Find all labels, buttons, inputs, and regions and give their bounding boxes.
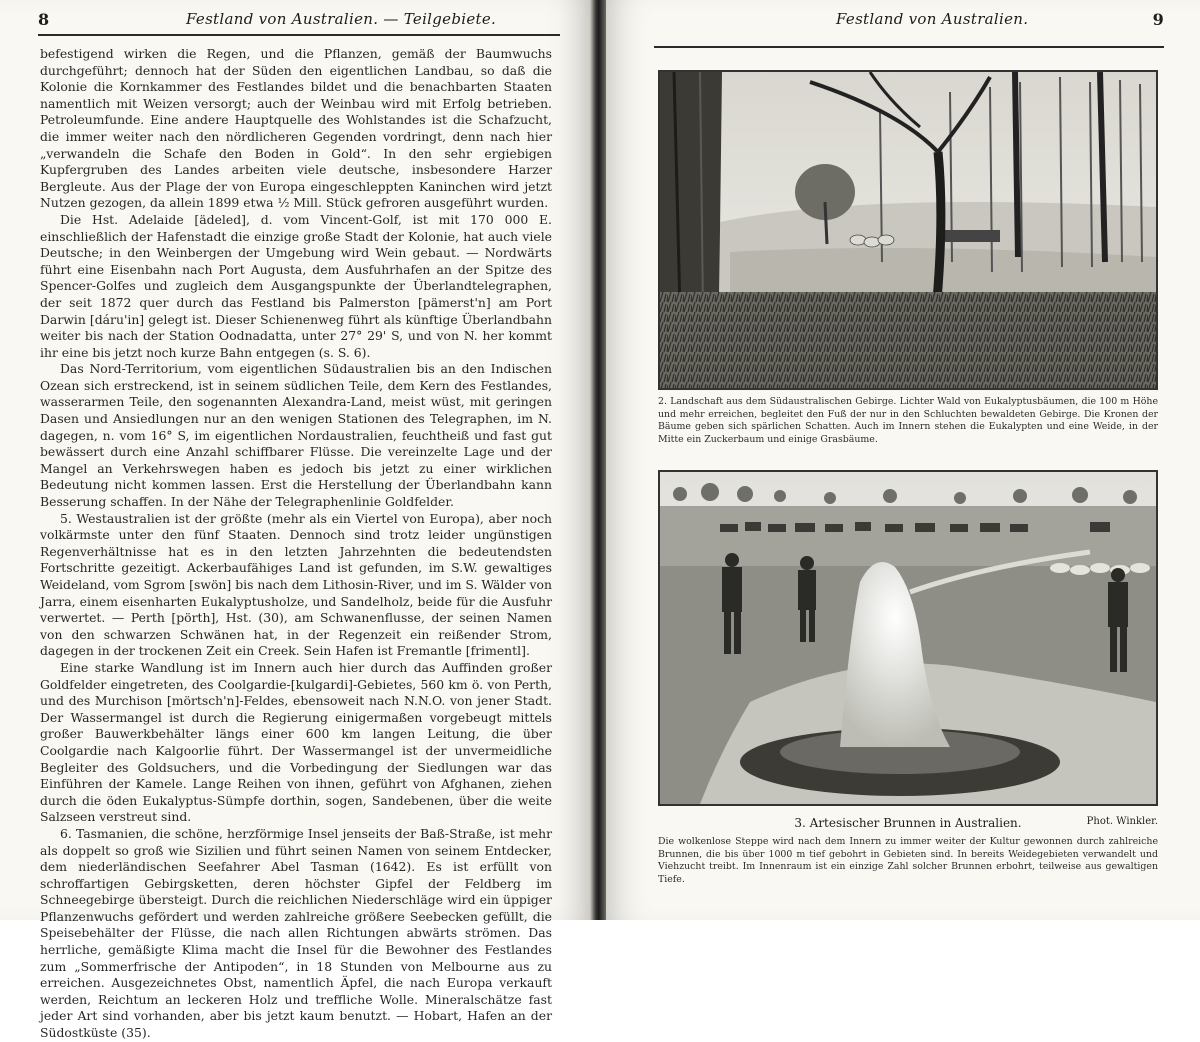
figure-artesian-well-caption: Die wolkenlose Steppe wird nach dem Innern zu immer weiter der Kultur gewonnen durch zahlreiche Brunnen, die bis über 1000 m tief gebohrt in Gebieten sind. In bereits Weidegebieten verwandelt und Viehzucht treibt. Im Innenraum ist ein einzige Zahl solcher Brunnen erbohrt, teilweise aus gewaltigen Tiefe. bbox=[658, 836, 1158, 885]
photo-credit: Phot. Winkler. bbox=[1086, 816, 1158, 827]
left-running-title: Festland von Australien. — Teilgebiete. bbox=[186, 10, 497, 28]
left-header-rule bbox=[38, 34, 560, 36]
figure-artesian-well bbox=[658, 470, 1158, 886]
book-gutter bbox=[590, 0, 606, 920]
paragraph: Das Nord-Territorium, vom eigentlichen Südaustralien bis an den Indischen Ozean sich erstreckend, ist in seinem südlichen Teile, dem Kern des Festlandes, wasserarmen Teile, den sogenannten Alexandra-Land, meist wüst, mit geringen Dasen und Ansiedlungen nur an den wenigen Stationen des Telegraphen, im N. dagegen, n. vom 16° S, im eigentlichen Nordaustralien, feuchtheiß und fast gut bewässert durch eine Anzahl schiffbarer Flüsse. Die vereinzelte Lage und der Mangel an Verkehrswegen haben es jedoch bis jetzt zu einer wirklichen Bedeutung nicht kommen lassen. Erst die Herstellung der Überlandbahn kann Besserung schaffen. In der Nähe der Telegraphenlinie Goldfelder. bbox=[40, 361, 552, 510]
left-page-number: 8 bbox=[38, 10, 50, 29]
right-page-number: 9 bbox=[1152, 10, 1164, 29]
paragraph: Eine starke Wandlung ist im Innern auch hier durch das Auffinden großer Goldfelder eingetreten, des Coolgardie-[kulgardi]-Gebietes, 560 km ö. von Perth, und des Murchison [mörtsch'n]-Feldes, ebensoweit nach N.N.O. von jener Stadt. Der Wassermangel ist durch die Regierung einigermaßen vorgebeugt mittels großer Bauwerkbehälter längs einer 600 km langen Leitung, die über Coolgardie nach Kalgoorlie führt. Der Wassermangel ist der unvermeidliche Begleiter des Goldsuchers, und die Vorbedingung der Siedlungen war das Einführen der Kamele. Lange Reihen von ihnen, geführt von Afghanen, ziehen durch die öden Eukalyptus-Sümpfe dorthin, sogen, Sandebenen, über die weite Salzseen verstreut sind. bbox=[40, 659, 552, 825]
paragraph: befestigend wirken die Regen, und die Pflanzen, gemäß der Baumwuchs durchgeführt; dennoch hat der Süden den eigentlichen Landbau, so daß die Kolonie die Kornkammer des Festlandes bildet und die benachbarten Staaten namentlich mit Weizen versorgt; auch der Weinbau wird mit Erfolg betrieben. Petroleumfunde. Eine andere Hauptquelle des Wohlstandes ist die Schafzucht, die immer weiter nach den nördlicheren Gegenden vordringt, denn nach hier „verwandeln die Schafe den Boden in Gold“. In den sehr ergiebigen Kupfergruben des Landes arbeiten viele deutsche, insbesondere Harzer Bergleute. Aus der Plage der von Europa eingeschleppten Kaninchen wird jetzt Nutzen gezogen, da allein 1899 etwa ½ Mill. Stück gefroren ausgeführt wurden. bbox=[40, 46, 552, 211]
right-header-rule bbox=[654, 46, 1164, 48]
right-page bbox=[606, 0, 1200, 920]
paragraph: Die Hst. Adelaide [ädeled], d. vom Vincent-Golf, ist mit 170 000 E. einschließlich der Hafenstadt die einzige große Stadt der Kolonie, hat auch viele Deutsche; in den Weinbergen der Umgebung wird Wein gebaut. — Nordwärts führt eine Eisenbahn nach Port Augusta, dem Ausfuhrhafen an der Spitze des Spencer-Golfes und zugleich dem Ausgangspunkte der Überlandtelegraphen, der seit 1872 quer durch das Festland bis Palmerston [pämerst'n] am Port Darwin [dáru'in] gelegt ist. Dieser Schienenweg führt als künftige Überlandbahn weiter bis nach der Station Oodnadatta, unter 27° 29' S, und von N. her kommt ihr eine bis jetzt noch kurze Bahn entgegen (s. S. 6). bbox=[40, 211, 552, 360]
figure-landscape-caption: 2. Landschaft aus dem Südaustralischen Gebirge. Lichter Wald von Eukalyptusbäumen, die 100 m Höhe und mehr erreichen, begleitet den Fuß der nur in den Schluchten bewaldeten Gebirge. Die Kronen der Bäume geben sich spärlichen Schatten. Auch im Innern stehen die Eukalypten und eine Weide, in der Mitte ein Zuckerbaum und einige Grasbäume. bbox=[658, 396, 1158, 445]
right-running-title: Festland von Australien. bbox=[836, 10, 1029, 28]
figure-artesian-well-title-row bbox=[658, 816, 1158, 830]
paragraph: 5. Westaustralien ist der größte (mehr als ein Viertel von Europa), aber noch volkärmste unter den fünf Staaten. Dennoch sind trotz leider ungünstigen Regenverhältnisse hat es in den letzten Jahrzehnten die bedeutendsten Fortschritte gezeitigt. Ackerbaufähiges Land ist gefunden, im S.W. gewaltiges Weideland, vom Sgrom [swön] bis nach dem Lithosin-River, und im S. Wälder von Jarra, einem eisenharten Eukalyptusholze, und Sandelholz, beide für die Ausfuhr verwertet. — Perth [pörth], Hst. (30), am Schwanenflusse, der seinen Namen von den schwarzen Schwänen hat, in der Regenzeit ein reißender Strom, dagegen in der trockenen Zeit ein Creek. Sein Hafen ist Fremantle [frimentl]. bbox=[40, 510, 552, 659]
paragraph: 6. Tasmanien, die schöne, herzförmige Insel jenseits der Baß-Straße, ist mehr als doppelt so groß wie Sizilien und führt seinen Namen von seinem Entdecker, dem niederländischen Seefahrer Abel Tasman (1642). Es ist erfüllt von schroffartigen Gebirgsketten, deren höchster Gipfel der Feldberg im Schneegebirge übersteigt. Durch die reichlichen Niederschläge wird ein üppiger Pflanzenwuchs gefördert und werden zahlreiche größere Seebecken gefüllt, die Speisebehälter der Flüsse, die nach allen Richtungen abwärts strömen. Das herrliche, gemäßigte Klima macht die Insel für die Bewohner des Festlandes zum „Sommerfrische der Antipoden“, in 18 Stunden von Melbourne aus zu erreichen. Ausgezeichnetes Obst, namentlich Äpfel, die nach Europa verkauft werden, Reichtum an leckeren Holz und treffliche Wolle. Mineralschätze fast jeder Art sind vorhanden, aber bis jetzt kaum benutzt. — Hobart, Hafen an der Südostküste (35). bbox=[40, 825, 552, 1041]
figure-artesian-well-title: 3. Artesischer Brunnen in Australien. bbox=[794, 816, 1022, 830]
left-page bbox=[0, 0, 590, 1041]
landscape-illustration bbox=[658, 70, 1158, 390]
left-text-column bbox=[40, 46, 552, 1042]
figure-landscape bbox=[658, 70, 1158, 446]
artesian-well-photo bbox=[658, 470, 1158, 806]
